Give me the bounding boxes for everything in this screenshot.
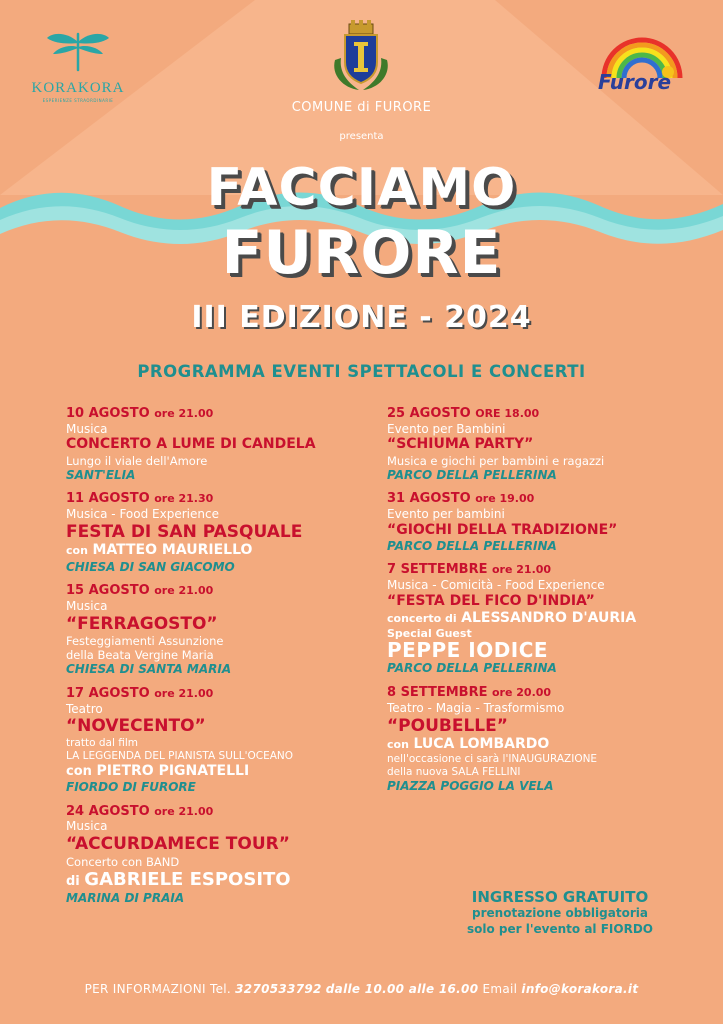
booking-note-detail: solo per l'evento al FIORDO xyxy=(467,921,653,936)
event-time: ore 21.30 xyxy=(154,492,214,506)
event-time: ore 21.00 xyxy=(154,584,214,598)
event-description: LA LEGGENDA DEL PIANISTA SULL'OCEANO xyxy=(66,750,294,763)
event-date: 8 SETTEMBRE ore 20.00 xyxy=(387,685,552,701)
event-name: CONCERTO A LUME DI CANDELA xyxy=(66,436,316,453)
event-performer: con LUCA LOMBARDO xyxy=(387,736,550,753)
event-performer: con MATTEO MAURIELLO xyxy=(66,542,253,559)
event-name: “POUBELLE” xyxy=(387,715,508,736)
email-label: Email xyxy=(482,982,518,996)
furore-logo-text: Furore xyxy=(598,70,672,94)
event-time: ore 21.00 xyxy=(154,407,214,420)
booking-note: prenotazione obbligatoria xyxy=(472,906,648,920)
event-place: PARCO DELLA PELLERINA xyxy=(387,467,557,482)
event-place: PARCO DELLA PELLERINA xyxy=(387,661,557,676)
event-date: 10 AGOSTO ore 21.00 xyxy=(66,406,214,421)
phone-hours: dalle 10.00 alle 16.00 xyxy=(325,982,479,996)
event-description: della nuova SALA FELLINI xyxy=(387,766,521,779)
events-right-column xyxy=(387,406,687,794)
furore-logo xyxy=(594,34,690,104)
event-category: Musica xyxy=(66,819,108,834)
free-entry-title: INGRESSO GRATUITO xyxy=(471,888,649,906)
event-item xyxy=(387,685,687,794)
program-title: PROGRAMMA EVENTI SPETTACOLI E CONCERTI xyxy=(137,362,586,381)
event-description: Lungo il viale dell'Amore xyxy=(66,453,208,468)
event-category: Musica - Food Experience xyxy=(66,507,219,522)
event-date: 31 AGOSTO ore 19.00 xyxy=(387,491,535,507)
event-time: ore 21.00 xyxy=(154,804,214,818)
event-place: PIAZZA POGGIO LA VELA xyxy=(387,778,554,793)
event-item xyxy=(66,804,366,906)
info-prefix: PER INFORMAZIONI Tel. xyxy=(84,982,232,996)
event-category: Musica xyxy=(66,598,108,613)
event-place: CHIESA DI SANTA MARIA xyxy=(66,662,232,677)
event-date: 25 AGOSTO ORE 18.00 xyxy=(387,406,540,421)
event-date: 7 SETTEMBRE ore 21.00 xyxy=(387,562,552,578)
event-place: CHIESA DI SAN GIACOMO xyxy=(66,559,235,574)
event-time: ORE 18.00 xyxy=(475,407,540,420)
free-entry-box xyxy=(445,888,675,937)
event-performer: di GABRIELE ESPOSITO xyxy=(66,868,291,890)
presenta-label: presenta xyxy=(339,131,384,142)
event-item xyxy=(66,583,366,677)
event-time: ore 21.00 xyxy=(154,687,214,700)
main-title-line1: FACCIAMO xyxy=(206,158,517,218)
event-description: della Beata Vergine Maria xyxy=(66,648,214,663)
special-guest-name: PEPPE IODICE xyxy=(387,638,549,663)
event-date: 15 AGOSTO ore 21.00 xyxy=(66,583,214,599)
event-category: Evento per Bambini xyxy=(387,421,506,436)
event-item xyxy=(387,406,687,482)
event-category: Musica xyxy=(66,421,108,436)
email-address: info@korakora.it xyxy=(521,982,639,996)
event-name: “ACCURDAMECE TOUR” xyxy=(66,834,290,854)
event-place: FIORDO DI FURORE xyxy=(66,779,196,794)
event-description: tratto dal film xyxy=(66,737,138,750)
event-name: “GIOCHI DELLA TRADIZIONE” xyxy=(387,521,618,538)
event-category: Teatro xyxy=(66,701,103,716)
event-time: ore 19.00 xyxy=(475,492,535,506)
municipal-crest-icon xyxy=(329,20,393,94)
event-name: FESTA DI SAN PASQUALE xyxy=(66,521,303,542)
event-name: “FERRAGOSTO” xyxy=(66,613,218,634)
event-description: nell'occasione ci sarà l'INAUGURAZIONE xyxy=(387,753,598,766)
event-description: Musica e giochi per bambini e ragazzi xyxy=(387,453,605,468)
event-time: ore 21.00 xyxy=(492,563,552,577)
event-name: “FESTA DEL FICO D'INDIA” xyxy=(387,592,595,609)
korakora-logo xyxy=(28,30,128,103)
event-name: “NOVECENTO” xyxy=(66,716,206,737)
event-performer: concerto di ALESSANDRO D'AURIA xyxy=(387,609,637,626)
event-date: 11 AGOSTO ore 21.30 xyxy=(66,491,214,507)
phone-number: 3270533792 xyxy=(235,982,322,996)
event-place: PARCO DELLA PELLERINA xyxy=(387,538,557,553)
event-category: Teatro - Magia - Trasformismo xyxy=(387,700,565,715)
korakora-brand-name: KORAKORA xyxy=(31,80,125,96)
event-name: “SCHIUMA PARTY” xyxy=(387,436,534,453)
event-place: MARINA DI PRAIA xyxy=(66,890,185,905)
event-performer: con PIETRO PIGNATELLI xyxy=(66,762,250,779)
event-category: Evento per bambini xyxy=(387,507,505,522)
dragonfly-icon xyxy=(43,30,113,72)
main-title-line2: FURORE xyxy=(221,218,502,288)
events-left-column xyxy=(66,406,366,905)
event-date: 17 AGOSTO ore 21.00 xyxy=(66,686,214,701)
event-time: ore 20.00 xyxy=(492,686,552,700)
comune-label: COMUNE di FURORE xyxy=(291,100,432,115)
edition-label: III EDIZIONE - 2024 xyxy=(191,300,532,335)
event-category: Musica - Comicità - Food Experience xyxy=(387,578,605,593)
event-item xyxy=(387,562,687,676)
event-item xyxy=(66,491,366,574)
event-item xyxy=(387,491,687,553)
event-item xyxy=(66,686,366,795)
special-guest-label: Special Guest xyxy=(387,627,472,641)
event-description: Concerto con BAND xyxy=(66,854,180,869)
event-description: Festeggiamenti Assunzione xyxy=(66,634,224,649)
korakora-tagline: ESPERIENZE STRAORDINARIE xyxy=(42,98,114,103)
event-item xyxy=(66,406,366,482)
event-date: 24 AGOSTO ore 21.00 xyxy=(66,803,214,819)
event-place: SANT'ELIA xyxy=(66,467,136,482)
info-footer xyxy=(0,982,723,996)
